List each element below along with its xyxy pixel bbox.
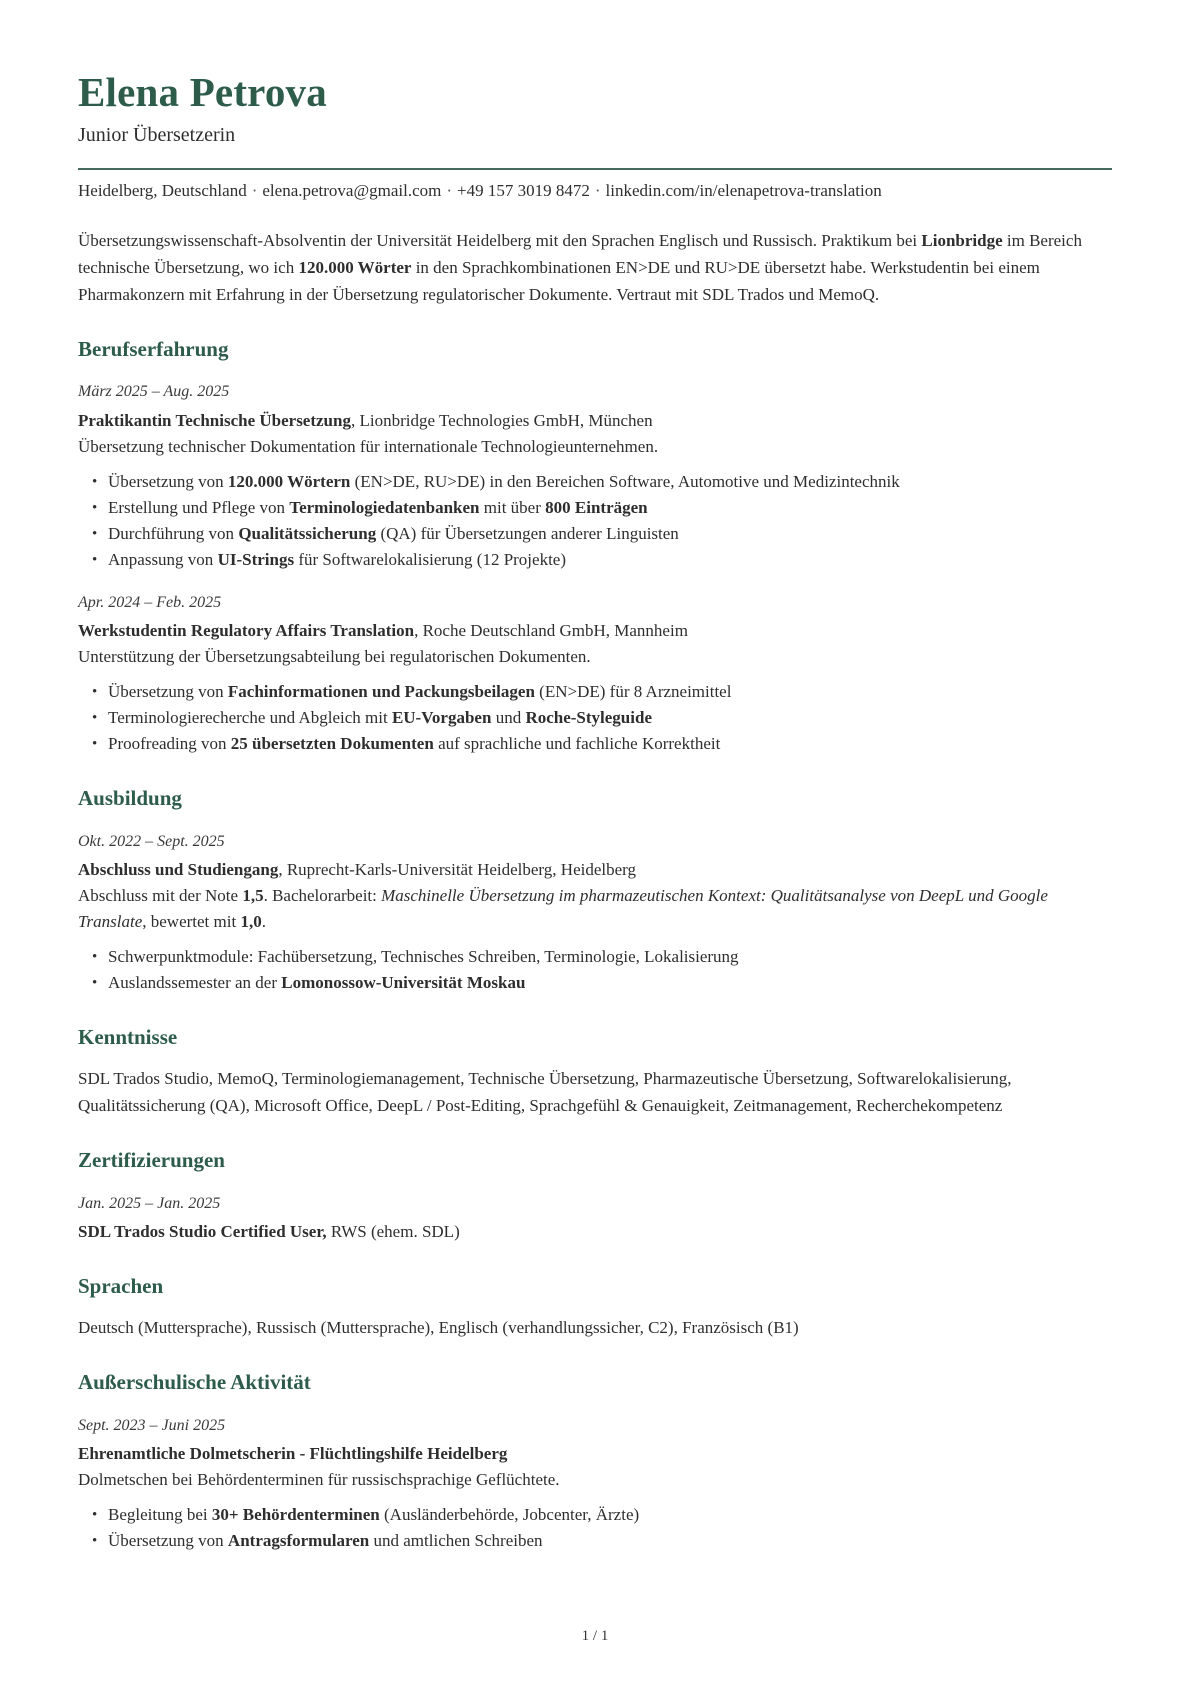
text-segment: auf sprachliche und fachliche Korrektheit: [433, 734, 721, 754]
bullet-item: [108, 521, 1112, 547]
text-segment: Terminologierecherche und Abgleich mit: [108, 708, 392, 728]
text-segment: 30+ Behördenterminen: [211, 1505, 380, 1525]
contact-separator: ·: [594, 181, 601, 201]
text-segment: Roche-Styleguide: [525, 708, 652, 728]
contact-linkedin: linkedin.com/in/elenapetrova-translation: [605, 181, 882, 201]
entry-bullet-list: [78, 679, 1112, 757]
entry-title: [78, 618, 1112, 644]
text-segment: Schwerpunktmodule: Fachübersetzung, Technisches Schreiben, Terminologie, Lokalisierung: [108, 947, 739, 967]
contact-location: Heidelberg, Deutschland: [78, 181, 247, 201]
bullet-item: [108, 1502, 1112, 1528]
contact-separator: ·: [446, 181, 453, 201]
entry-date: März 2025 – Aug. 2025: [78, 383, 230, 401]
text-segment: Proofreading von: [108, 734, 231, 754]
entry-description: [78, 644, 1112, 670]
section-heading: Sprachen: [78, 1274, 164, 1299]
text-segment: Anpassung von: [108, 549, 218, 569]
section-sprachen: [78, 1274, 1112, 1341]
experience-entry: [78, 592, 1112, 758]
skills-text: SDL Trados Studio, MemoQ, Terminologiemanagement, Technische Übersetzung, Pharmazeutische Übersetzung, Softwarelokalisierung, Qualitätssicherung (QA), Microsoft Office, DeepL / Post-Editing, Sprachgefühl & Genauigkeit, Zeitmanagement, Recherchekompetenz: [78, 1069, 1012, 1116]
entry-bullet-list: [78, 1502, 1112, 1554]
bullet-item: [108, 944, 1112, 970]
section-heading: Ausbildung: [78, 786, 182, 811]
contact-phone: +49 157 3019 8472: [457, 181, 590, 201]
text-segment: 25 übersetzten Dokumenten: [230, 734, 434, 754]
text-segment: in den Sprachkombinationen EN>DE und RU>DE übersetzt habe. Werkstudentin bei einem Pharmakonzern mit Erfahrung in der Übersetzung regulatorischer Dokumente. Vertraut mit SDL Trados und MemoQ.: [78, 258, 1040, 305]
bullet-item: [108, 495, 1112, 521]
text-segment: Fachinformationen und Packungsbeilagen: [227, 682, 535, 702]
section-ausserschulische-aktivitaet: [78, 1370, 1112, 1554]
section-ausbildung: [78, 786, 1112, 996]
text-segment: Werkstudentin Regulatory Affairs Translation: [78, 621, 415, 641]
text-segment: Lomonossow-Universität Moskau: [281, 973, 526, 993]
page-number: 1 / 1: [581, 1628, 609, 1644]
section-heading: Kenntnisse: [78, 1025, 178, 1050]
text-segment: EU-Vorgaben: [391, 708, 492, 728]
experience-entry: [78, 381, 1112, 573]
text-segment: Übersetzung technischer Dokumentation für internationale Technologieunternehmen.: [78, 436, 659, 456]
text-segment: SDL Trados Studio Certified User,: [78, 1222, 327, 1242]
header-divider: [78, 168, 1112, 170]
entry-title: [78, 857, 1112, 883]
text-segment: Dolmetschen bei Behördenterminen für russischsprachige Geflüchtete.: [78, 1470, 560, 1490]
activity-entry: [78, 1415, 1112, 1555]
text-segment: Abschluss mit der Note: [78, 886, 243, 906]
section-zertifizierungen: [78, 1148, 1112, 1245]
entry-date: Okt. 2022 – Sept. 2025: [78, 832, 225, 850]
text-segment: Übersetzungswissenschaft-Absolventin der Universität Heidelberg mit den Sprachen Englisch und Russisch. Praktikum bei: [78, 231, 922, 251]
entry-bullet-list: [78, 944, 1112, 996]
languages-text: Deutsch (Muttersprache), Russisch (Muttersprache), Englisch (verhandlungssicher, C2), Französisch (B1): [78, 1318, 799, 1338]
bullet-item: [108, 679, 1112, 705]
section-heading: Außerschulische Aktivität: [78, 1370, 311, 1395]
entry-description: [78, 434, 1112, 460]
section-heading: Zertifizierungen: [78, 1148, 225, 1173]
text-segment: 800 Einträgen: [545, 497, 648, 517]
section-heading: Berufserfahrung: [78, 337, 229, 362]
section-kenntnisse: [78, 1025, 1112, 1119]
text-segment: (EN>DE, RU>DE) in den Bereichen Software, Automotive und Medizintechnik: [350, 471, 900, 491]
text-segment: RWS (ehem. SDL): [326, 1222, 460, 1242]
text-segment: Durchführung von: [108, 523, 239, 543]
resume-header: [78, 70, 1112, 201]
text-segment: Unterstützung der Übersetzungsabteilung bei regulatorischen Dokumenten.: [78, 647, 591, 667]
text-segment: und: [491, 708, 526, 728]
text-segment: , Lionbridge Technologies GmbH, München: [350, 410, 653, 430]
text-segment: , bewertet mit: [142, 912, 241, 932]
text-segment: und amtlichen Schreiben: [369, 1531, 543, 1551]
contact-email: elena.petrova@gmail.com: [262, 181, 442, 201]
text-segment: Praktikantin Technische Übersetzung: [78, 410, 351, 430]
entry-description: [78, 883, 1112, 935]
entry-bullet-list: [78, 469, 1112, 573]
bullet-item: [108, 469, 1112, 495]
text-segment: Übersetzung von: [108, 1531, 228, 1551]
text-segment: Erstellung und Pflege von: [108, 497, 290, 517]
text-segment: Terminologiedatenbanken: [289, 497, 480, 517]
text-segment: Auslandssemester an der: [108, 973, 282, 993]
text-segment: im Bereich technische Übersetzung, wo ich: [78, 231, 1082, 278]
text-segment: Begleitung bei: [108, 1505, 212, 1525]
text-segment: Qualitätssicherung: [238, 523, 377, 543]
certification-entry: [78, 1193, 1112, 1246]
text-segment: mit über: [479, 497, 546, 517]
text-segment: Übersetzung von: [108, 682, 228, 702]
text-segment: für Softwarelokalisierung (12 Projekte): [294, 549, 567, 569]
section-berufserfahrung: [78, 337, 1112, 757]
education-entry: [78, 831, 1112, 997]
text-segment: Abschluss und Studiengang: [78, 860, 279, 880]
entry-description: [78, 1467, 1112, 1493]
text-segment: , Roche Deutschland GmbH, Mannheim: [414, 621, 688, 641]
bullet-item: [108, 705, 1112, 731]
entry-date: Apr. 2024 – Feb. 2025: [78, 593, 222, 611]
bullet-item: [108, 547, 1112, 573]
bullet-item: [108, 970, 1112, 996]
contact-line: [78, 181, 1112, 201]
text-segment: 1,0: [240, 912, 262, 932]
text-segment: .: [261, 912, 266, 932]
text-segment: 1,5: [242, 886, 264, 906]
entry-title: [78, 1219, 1112, 1245]
text-segment: Maschinelle Übersetzung im pharmazeutischen Kontext: Qualitätsanalyse von DeepL und Google Translate: [78, 886, 1048, 932]
text-segment: Lionbridge: [921, 231, 1003, 251]
text-segment: (EN>DE) für 8 Arzneimittel: [534, 682, 732, 702]
person-job-title: Junior Übersetzerin: [78, 124, 236, 147]
contact-separator: ·: [251, 181, 258, 201]
bullet-item: [108, 731, 1112, 757]
text-segment: Übersetzung von: [108, 471, 228, 491]
text-segment: 120.000 Wörter: [298, 258, 412, 278]
text-segment: UI-Strings: [217, 549, 295, 569]
entry-title: [78, 1441, 1112, 1467]
bullet-item: [108, 1528, 1112, 1554]
person-name: Elena Petrova: [78, 69, 327, 115]
entry-date: Sept. 2023 – Juni 2025: [78, 1416, 226, 1434]
text-segment: , Ruprecht-Karls-Universität Heidelberg, Heidelberg: [278, 860, 637, 880]
text-segment: 120.000 Wörtern: [227, 471, 351, 491]
summary-paragraph: [78, 227, 1112, 308]
entry-title: [78, 408, 1112, 434]
text-segment: (QA) für Übersetzungen anderer Linguisten: [376, 523, 679, 543]
entry-date: Jan. 2025 – Jan. 2025: [78, 1194, 221, 1212]
text-segment: Antragsformularen: [227, 1531, 370, 1551]
text-segment: Ehrenamtliche Dolmetscherin - Flüchtlingshilfe Heidelberg: [78, 1444, 508, 1464]
text-segment: . Bachelorarbeit:: [263, 886, 382, 906]
text-segment: (Ausländerbehörde, Jobcenter, Ärzte): [379, 1505, 640, 1525]
